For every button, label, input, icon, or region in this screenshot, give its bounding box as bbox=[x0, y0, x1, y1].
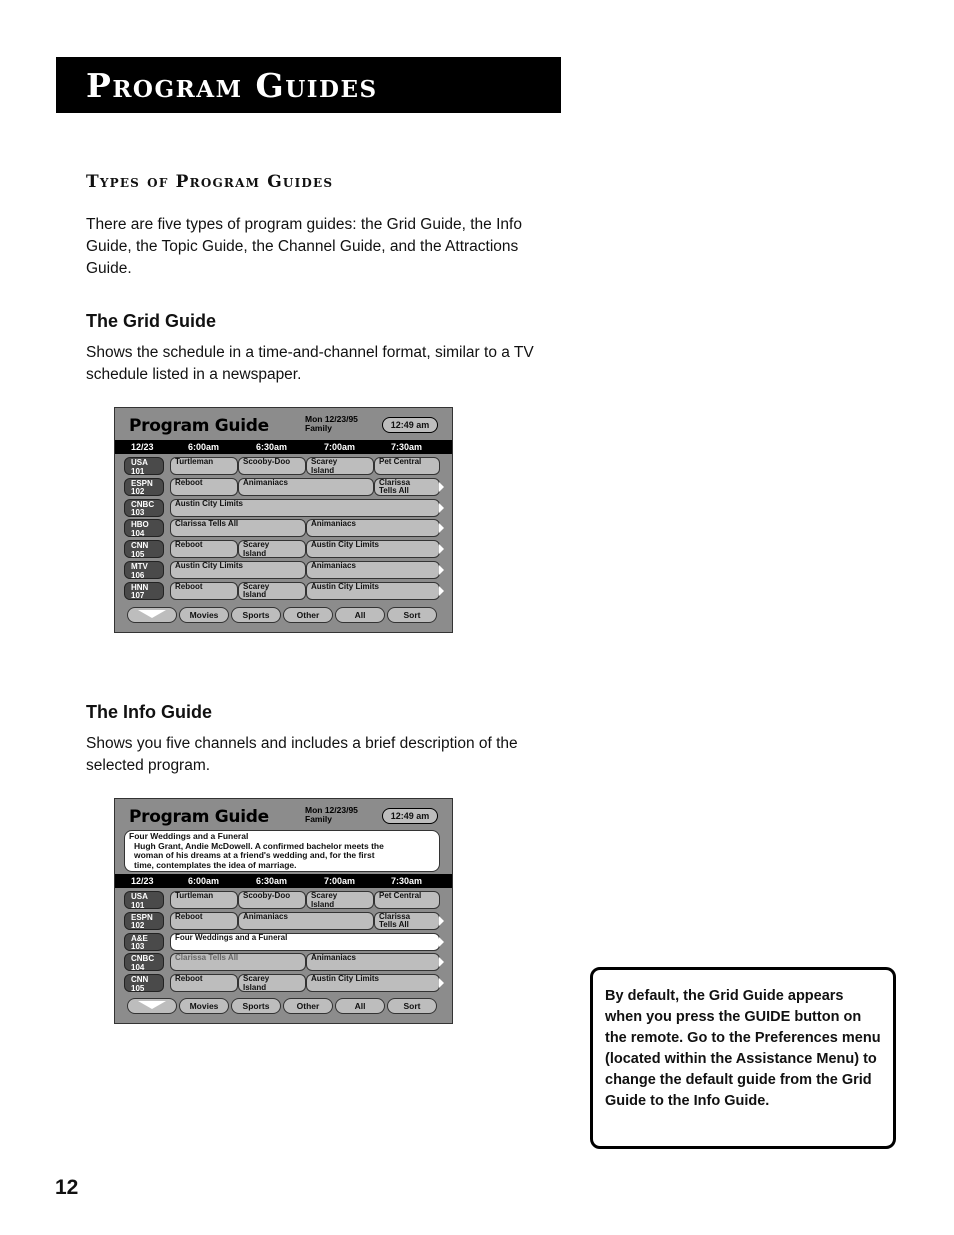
program-title: Scarey bbox=[311, 891, 338, 900]
program-title: Clarissa bbox=[379, 477, 411, 487]
more-right-arrow-icon bbox=[439, 916, 444, 926]
guide-row bbox=[115, 560, 452, 580]
time-slot: 7:30am bbox=[391, 876, 423, 886]
channel-number: 103 bbox=[131, 508, 145, 518]
program-cell[interactable] bbox=[170, 457, 238, 475]
all-button[interactable]: All bbox=[335, 998, 385, 1014]
more-right-arrow-icon bbox=[439, 503, 444, 513]
description-line: time, contemplates the idea of marriage. bbox=[134, 859, 297, 870]
sort-button[interactable]: Sort bbox=[387, 607, 437, 623]
guide-row bbox=[115, 911, 452, 931]
program-title: Austin City Limits bbox=[175, 561, 244, 570]
guide-date bbox=[305, 415, 358, 433]
channel-label[interactable] bbox=[124, 540, 164, 558]
time-slot: 7:00am bbox=[324, 876, 356, 886]
channel-name: CNN bbox=[131, 975, 149, 985]
program-title: Tells All bbox=[379, 920, 409, 930]
program-title: Scarey bbox=[311, 457, 338, 466]
other-button[interactable]: Other bbox=[283, 607, 333, 623]
channel-label[interactable] bbox=[124, 933, 164, 951]
tip-box: By default, the Grid Guide appears when you press the GUIDE button on the remote. Go to the Preferences menu (located within the Assistance Menu) to change the default guide from the Grid Guide to the Info Guide. bbox=[590, 967, 896, 1149]
program-cell[interactable] bbox=[170, 582, 238, 600]
program-cell[interactable] bbox=[306, 519, 440, 537]
program-title: Animaniacs bbox=[311, 519, 356, 529]
channel-number: 102 bbox=[131, 487, 145, 497]
grid-guide-heading: The Grid Guide bbox=[86, 311, 217, 331]
guide-row bbox=[115, 456, 452, 476]
program-cell[interactable] bbox=[306, 540, 440, 558]
channel-number: 102 bbox=[131, 921, 145, 931]
channel-label[interactable] bbox=[124, 561, 164, 579]
channel-label[interactable] bbox=[124, 499, 164, 517]
time-bar bbox=[115, 874, 452, 888]
program-title: Island bbox=[243, 590, 267, 600]
guide-row bbox=[115, 890, 452, 910]
guide-date-text: Mon 12/23/95 bbox=[305, 805, 358, 815]
movies-button[interactable]: Movies bbox=[179, 607, 229, 623]
program-title: Island bbox=[311, 465, 335, 475]
channel-number: 105 bbox=[131, 983, 145, 993]
program-title: Reboot bbox=[175, 477, 203, 487]
program-title: Four Weddings and a Funeral bbox=[175, 932, 288, 942]
guide-row bbox=[115, 498, 452, 518]
program-cell[interactable] bbox=[170, 953, 306, 971]
description-title: Four Weddings and a Funeral bbox=[129, 831, 249, 841]
program-cell[interactable] bbox=[306, 974, 440, 992]
program-title: Turtleman bbox=[175, 891, 214, 900]
page-number: 12 bbox=[55, 1176, 79, 1199]
time-slot: 6:30am bbox=[256, 442, 288, 452]
program-cell[interactable] bbox=[374, 912, 440, 930]
program-cell[interactable] bbox=[170, 478, 238, 496]
program-cell[interactable] bbox=[170, 561, 306, 579]
channel-name: CNBC bbox=[131, 954, 155, 964]
description-line: woman of his dreams at a friend's wedding and, for the first bbox=[134, 850, 375, 860]
program-description-box bbox=[124, 830, 440, 872]
program-title: Austin City Limits bbox=[311, 540, 380, 550]
channel-number: 101 bbox=[131, 900, 145, 910]
grid-guide-description: Shows the schedule in a time-and-channel format, similar to a TV schedule listed in a newspaper. bbox=[86, 344, 534, 383]
program-title: Animaniacs bbox=[243, 911, 288, 921]
program-title: Island bbox=[311, 899, 335, 909]
more-right-arrow-icon bbox=[439, 957, 444, 967]
program-title: Austin City Limits bbox=[311, 581, 380, 591]
guide-title: Program Guide bbox=[129, 416, 269, 436]
description-line: Hugh Grant, Andie McDowell. A confirmed bachelor meets the bbox=[134, 840, 384, 851]
channel-name: MTV bbox=[131, 562, 148, 571]
info-guide-screen bbox=[114, 798, 453, 1024]
more-right-arrow-icon bbox=[439, 586, 444, 596]
program-title: Pet Central bbox=[379, 457, 422, 466]
grid-guide-screen bbox=[114, 407, 453, 633]
program-title: Animaniacs bbox=[311, 561, 356, 570]
time-slot: 6:30am bbox=[256, 876, 288, 886]
sports-button[interactable]: Sports bbox=[231, 607, 281, 623]
channel-name: HBO bbox=[131, 520, 149, 530]
time-slot: 7:30am bbox=[391, 442, 423, 452]
program-title: Reboot bbox=[175, 540, 203, 550]
program-cell[interactable] bbox=[170, 912, 238, 930]
time-slot: 6:00am bbox=[188, 442, 220, 452]
program-title: Reboot bbox=[175, 974, 203, 984]
channel-label[interactable] bbox=[124, 478, 164, 496]
time-date: 12/23 bbox=[131, 876, 154, 886]
guide-clock: 12:49 am bbox=[382, 417, 438, 433]
channel-name: ESPN bbox=[131, 478, 153, 488]
channel-name: USA bbox=[131, 892, 148, 901]
more-right-arrow-icon bbox=[439, 565, 444, 575]
channel-name: A&E bbox=[131, 933, 148, 943]
program-title: Animaniacs bbox=[311, 953, 356, 963]
channel-label[interactable] bbox=[124, 912, 164, 930]
intro-paragraph: There are five types of program guides: the Grid Guide, the Info Guide, the Topic Guide, the Channel Guide, and the Attractions Guide. bbox=[86, 216, 522, 277]
guide-profile: Family bbox=[305, 423, 332, 433]
guide-title: Program Guide bbox=[129, 807, 269, 827]
program-cell[interactable] bbox=[238, 457, 306, 475]
scroll-down-button[interactable] bbox=[127, 607, 177, 623]
program-cell[interactable] bbox=[374, 457, 440, 475]
scroll-down-button[interactable] bbox=[127, 998, 177, 1014]
program-title: Clarissa Tells All bbox=[175, 953, 239, 963]
program-cell[interactable] bbox=[170, 519, 306, 537]
guide-row bbox=[115, 518, 452, 538]
program-title: Austin City Limits bbox=[175, 498, 244, 508]
guide-row bbox=[115, 952, 452, 972]
time-slot: 6:00am bbox=[188, 876, 220, 886]
channel-name: USA bbox=[131, 458, 148, 467]
program-title: Scarey bbox=[243, 581, 270, 591]
program-cell[interactable] bbox=[170, 891, 238, 909]
channel-number: 104 bbox=[131, 528, 145, 538]
guide-row bbox=[115, 477, 452, 497]
program-cell[interactable] bbox=[306, 561, 440, 579]
all-button[interactable]: All bbox=[335, 607, 385, 623]
info-guide-heading: The Info Guide bbox=[86, 702, 212, 722]
channel-name: HNN bbox=[131, 582, 149, 592]
channel-name: CNBC bbox=[131, 499, 155, 509]
guide-date-text: Mon 12/23/95 bbox=[305, 414, 358, 424]
program-cell[interactable] bbox=[170, 933, 440, 951]
program-cell[interactable] bbox=[306, 891, 374, 909]
program-title: Scooby-Doo bbox=[243, 891, 291, 900]
other-button[interactable]: Other bbox=[283, 998, 333, 1014]
guide-row bbox=[115, 581, 452, 601]
more-right-arrow-icon bbox=[439, 523, 444, 533]
guide-profile: Family bbox=[305, 814, 332, 824]
channel-name: CNN bbox=[131, 541, 149, 551]
guide-row bbox=[115, 973, 452, 993]
time-slot: 7:00am bbox=[324, 442, 356, 452]
time-date: 12/23 bbox=[131, 442, 154, 452]
program-cell[interactable] bbox=[306, 582, 440, 600]
program-title: Scooby-Doo bbox=[243, 457, 291, 466]
channel-label[interactable] bbox=[124, 953, 164, 971]
channel-number: 107 bbox=[131, 591, 145, 601]
time-bar bbox=[115, 440, 452, 454]
sort-button[interactable]: Sort bbox=[387, 998, 437, 1014]
program-cell[interactable] bbox=[238, 891, 306, 909]
guide-footer bbox=[115, 606, 452, 624]
program-cell[interactable] bbox=[306, 457, 374, 475]
program-cell[interactable] bbox=[170, 974, 238, 992]
channel-label[interactable] bbox=[124, 519, 164, 537]
channel-label[interactable] bbox=[124, 457, 164, 475]
program-title: Turtleman bbox=[175, 457, 214, 466]
program-cell[interactable] bbox=[238, 912, 374, 930]
channel-name: ESPN bbox=[131, 912, 153, 922]
program-title: Austin City Limits bbox=[311, 974, 380, 984]
more-right-arrow-icon bbox=[439, 544, 444, 554]
program-title: Pet Central bbox=[379, 891, 422, 900]
channel-label[interactable] bbox=[124, 891, 164, 909]
more-right-arrow-icon bbox=[439, 978, 444, 988]
program-title: Scarey bbox=[243, 540, 270, 550]
channel-label[interactable] bbox=[124, 974, 164, 992]
program-cell[interactable] bbox=[374, 478, 440, 496]
info-guide-description: Shows you five channels and includes a brief description of the selected program. bbox=[86, 735, 518, 774]
chapter-title: Program Guides bbox=[86, 66, 378, 105]
section-title: Types of Program Guides bbox=[86, 172, 334, 192]
program-title: Island bbox=[243, 982, 267, 992]
program-cell[interactable] bbox=[238, 582, 306, 600]
more-right-arrow-icon bbox=[439, 937, 444, 947]
program-title: Tells All bbox=[379, 486, 409, 496]
channel-label[interactable] bbox=[124, 582, 164, 600]
more-right-arrow-icon bbox=[439, 482, 444, 492]
channel-number: 105 bbox=[131, 549, 145, 559]
program-cell[interactable] bbox=[306, 953, 440, 971]
program-title: Island bbox=[243, 548, 267, 558]
program-title: Clarissa bbox=[379, 911, 411, 921]
channel-number: 101 bbox=[131, 466, 145, 476]
program-title: Reboot bbox=[175, 581, 203, 591]
program-cell[interactable] bbox=[238, 478, 374, 496]
movies-button[interactable]: Movies bbox=[179, 998, 229, 1014]
program-cell[interactable] bbox=[170, 499, 440, 517]
program-title: Reboot bbox=[175, 911, 203, 921]
channel-number: 106 bbox=[131, 570, 145, 580]
program-cell[interactable] bbox=[238, 540, 306, 558]
channel-number: 103 bbox=[131, 942, 145, 952]
program-cell[interactable] bbox=[374, 891, 440, 909]
program-title: Scarey bbox=[243, 974, 270, 984]
guide-footer bbox=[115, 997, 452, 1015]
program-title: Clarissa Tells All bbox=[175, 519, 239, 529]
sports-button[interactable]: Sports bbox=[231, 998, 281, 1014]
program-cell[interactable] bbox=[170, 540, 238, 558]
guide-date bbox=[305, 806, 358, 824]
channel-number: 104 bbox=[131, 962, 145, 972]
guide-clock: 12:49 am bbox=[382, 808, 438, 824]
guide-row bbox=[115, 932, 452, 952]
program-title: Animaniacs bbox=[243, 477, 288, 487]
chapter-banner bbox=[56, 57, 561, 113]
guide-row bbox=[115, 539, 452, 559]
program-cell[interactable] bbox=[238, 974, 306, 992]
